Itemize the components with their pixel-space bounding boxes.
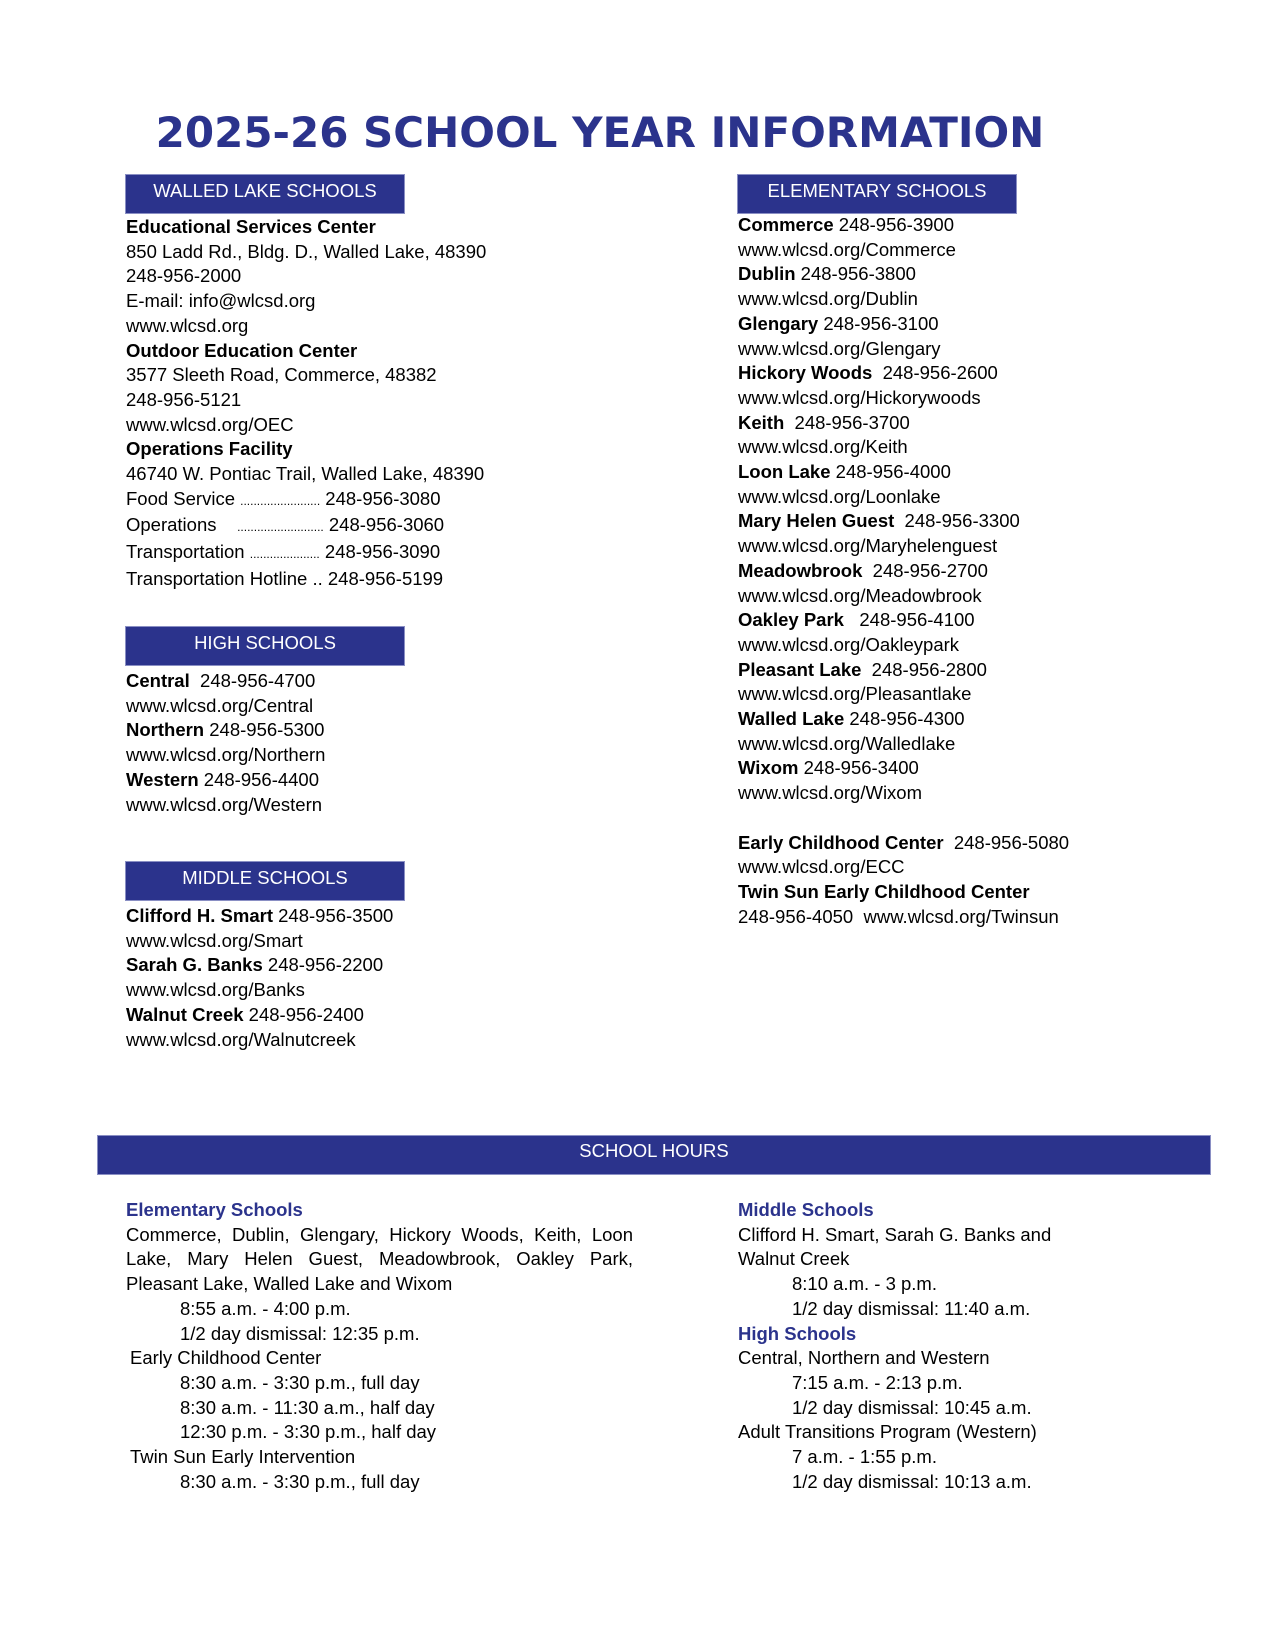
list-item: Northern 248-956-5300 (126, 719, 325, 741)
list-item-url[interactable]: www.wlcsd.org/Banks (126, 979, 305, 1001)
high-hours-time: 7:15 a.m. - 2:13 p.m. (792, 1371, 963, 1393)
elementary-hours-time: 8:55 a.m. - 4:00 p.m. (180, 1297, 351, 1319)
list-item-url[interactable]: www.wlcsd.org/Loonlake (738, 485, 941, 507)
list-item: Hickory Woods 248-956-2600 (738, 362, 998, 384)
list-item-url[interactable]: www.wlcsd.org/Northern (126, 744, 326, 766)
middle-half-day: 1/2 day dismissal: 11:40 a.m. (792, 1297, 1031, 1319)
oec-address: 3577 Sleeth Road, Commerce, 48382 (126, 364, 437, 386)
list-item-url[interactable]: www.wlcsd.org/Central (126, 694, 314, 716)
list-item: Meadowbrook 248-956-2700 (738, 559, 988, 581)
middle-hours-schools: Walnut Creek (738, 1248, 850, 1270)
list-item: Sarah G. Banks 248-956-2200 (126, 954, 384, 976)
elementary-hours-heading: Elementary Schools (126, 1199, 303, 1220)
page-title: 2025-26 SCHOOL YEAR INFORMATION (155, 108, 1045, 157)
high-half-day: 1/2 day dismissal: 10:45 a.m. (792, 1396, 1032, 1418)
twinsun-hours-label: Twin Sun Early Intervention (130, 1446, 356, 1468)
list-item-url[interactable]: www.wlcsd.org/Meadowbrook (738, 584, 982, 606)
list-item-url[interactable]: www.wlcsd.org/Hickorywoods (738, 386, 981, 408)
middle-hours-heading: Middle Schools (738, 1199, 874, 1220)
ops-phone-line: Operations .......................... 248-956-3060 (126, 514, 445, 536)
list-item: Oakley Park 248-956-4100 (738, 609, 975, 631)
list-item-url[interactable]: www.wlcsd.org/Western (126, 793, 323, 815)
list-item: Wixom 248-956-3400 (738, 757, 919, 779)
list-item: Western 248-956-4400 (126, 768, 320, 790)
high-schools-section (126, 627, 646, 817)
oec-phone: 248-956-5121 (126, 388, 242, 410)
list-item-url[interactable]: www.wlcsd.org/Keith (738, 436, 908, 458)
high-hours-schools: Central, Northern and Western (738, 1347, 990, 1369)
high-hours-heading: High Schools (738, 1322, 857, 1344)
ecc-hours-line: 8:30 a.m. - 3:30 p.m., full day (180, 1371, 420, 1393)
list-item: Loon Lake 248-956-4000 (738, 461, 951, 483)
walled-lake-schools-section (126, 175, 646, 592)
ecc-hours-line: 12:30 p.m. - 3:30 p.m., half day (180, 1421, 437, 1443)
twinsun-contact: 248-956-4050 www.wlcsd.org/Twinsun (738, 905, 1059, 927)
list-item: Walnut Creek 248-956-2400 (126, 1003, 364, 1025)
elementary-hours-schools: Commerce, Dublin, Glengary, Hickory Woods, Keith, Loon Lake, Mary Helen Guest, Meadowbrook, Oakley Park, Pleasant Lake, Walled Lake and Wixom (126, 1223, 633, 1295)
ops-phone-line: Transportation ..................... 248-956-3090 (126, 541, 441, 563)
ecc-item: Early Childhood Center 248-956-5080 (738, 831, 1070, 853)
atp-half-day: 1/2 day dismissal: 10:13 a.m. (792, 1470, 1032, 1492)
esc-url: www.wlcsd.org (126, 314, 249, 336)
secondary-hours-section (738, 1198, 1218, 1494)
list-item: Commerce 248-956-3900 (738, 214, 954, 235)
ecc-hours-label: Early Childhood Center (130, 1347, 322, 1369)
list-item-url[interactable]: www.wlcsd.org/Maryhelenguest (738, 535, 998, 557)
list-item-url[interactable]: www.wlcsd.org/Smart (126, 929, 303, 951)
list-item-url[interactable]: www.wlcsd.org/Commerce (738, 238, 956, 260)
middle-hours-time: 8:10 a.m. - 3 p.m. (792, 1273, 937, 1295)
list-item: Glengary 248-956-3100 (738, 312, 939, 334)
esc-phone: 248-956-2000 (126, 265, 242, 287)
twinsun-name: Twin Sun Early Childhood Center (738, 880, 1030, 902)
atp-label: Adult Transitions Program (Western) (738, 1421, 1037, 1443)
high-schools-header: HIGH SCHOOLS (126, 627, 404, 665)
list-item: Keith 248-956-3700 (738, 411, 910, 433)
list-item-url[interactable]: www.wlcsd.org/Walnutcreek (126, 1028, 356, 1050)
ops-phone-line: Transportation Hotline .. 248-956-5199 (126, 567, 444, 589)
ecc-url[interactable]: www.wlcsd.org/ECC (738, 856, 905, 878)
middle-hours-schools: Clifford H. Smart, Sarah G. Banks and (738, 1223, 1052, 1245)
list-item: Central 248-956-4700 (126, 670, 316, 691)
middle-schools-header: MIDDLE SCHOOLS (126, 862, 404, 900)
walled-lake-schools-header: WALLED LAKE SCHOOLS (126, 175, 404, 213)
elementary-half-day: 1/2 day dismissal: 12:35 p.m. (180, 1322, 420, 1344)
list-item: Pleasant Lake 248-956-2800 (738, 658, 987, 680)
oec-url: www.wlcsd.org/OEC (126, 413, 294, 435)
list-item-url[interactable]: www.wlcsd.org/Pleasantlake (738, 683, 972, 705)
ops-name: Operations Facility (126, 438, 293, 460)
oec-name: Outdoor Education Center (126, 339, 358, 361)
twinsun-hours-line: 8:30 a.m. - 3:30 p.m., full day (180, 1470, 420, 1492)
elementary-schools-section (738, 175, 1218, 929)
list-item: Dublin 248-956-3800 (738, 263, 916, 285)
middle-schools-section (126, 862, 646, 1052)
ecc-hours-line: 8:30 a.m. - 11:30 a.m., half day (180, 1396, 435, 1418)
ops-phone-line: Food Service ........................ 248-956-3080 (126, 487, 441, 509)
atp-hours: 7 a.m. - 1:55 p.m. (792, 1446, 937, 1468)
ops-address: 46740 W. Pontiac Trail, Walled Lake, 48390 (126, 463, 485, 485)
list-item: Walled Lake 248-956-4300 (738, 708, 965, 730)
list-item-url[interactable]: www.wlcsd.org/Glengary (738, 337, 941, 359)
esc-address: 850 Ladd Rd., Bldg. D., Walled Lake, 48390 (126, 240, 487, 262)
list-item-url[interactable]: www.wlcsd.org/Dublin (738, 288, 918, 310)
elementary-hours-section (126, 1198, 646, 1494)
elementary-schools-header: ELEMENTARY SCHOOLS (738, 175, 1016, 213)
list-item-url[interactable]: www.wlcsd.org/Wixom (738, 782, 922, 804)
school-hours-header: SCHOOL HOURS (98, 1136, 1210, 1174)
esc-name: Educational Services Center (126, 216, 376, 237)
list-item-url[interactable]: www.wlcsd.org/Walledlake (738, 732, 956, 754)
esc-email: E-mail: info@wlcsd.org (126, 290, 316, 312)
list-item: Mary Helen Guest 248-956-3300 (738, 510, 1020, 532)
list-item-url[interactable]: www.wlcsd.org/Oakleypark (738, 633, 960, 655)
list-item: Clifford H. Smart 248-956-3500 (126, 905, 394, 926)
